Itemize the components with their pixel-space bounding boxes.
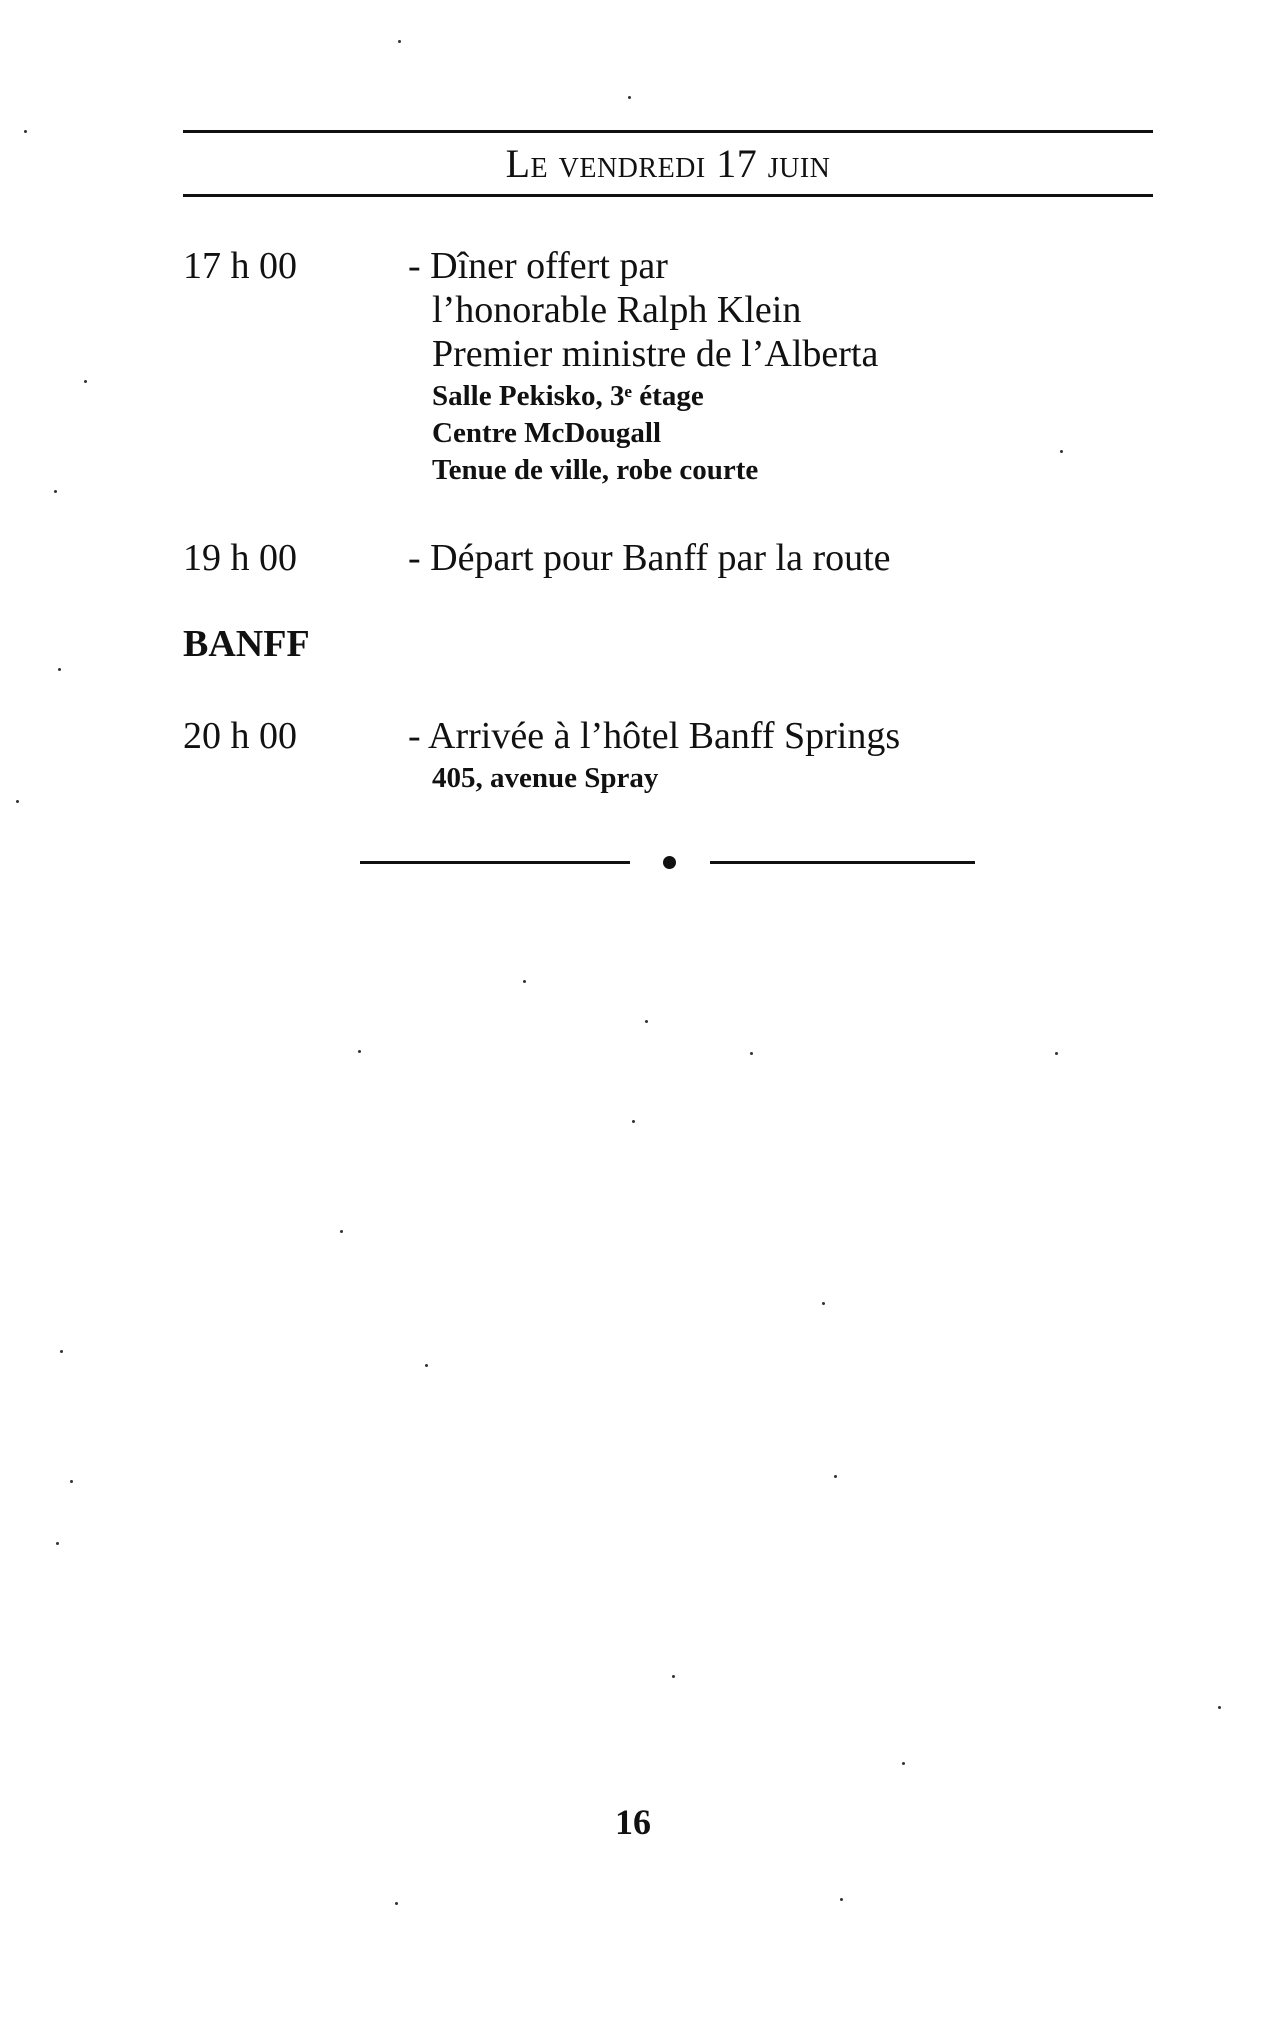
scan-speck xyxy=(58,668,61,671)
scan-speck xyxy=(902,1762,905,1765)
scan-speck xyxy=(395,1902,398,1905)
scan-speck xyxy=(840,1898,843,1901)
scan-speck xyxy=(24,130,27,133)
section-heading: BANFF xyxy=(183,623,310,665)
event-time: 19 h 00 xyxy=(183,537,297,579)
event-detail: Tenue de ville, robe courte xyxy=(432,454,759,486)
page-heading: Le vendredi 17 juin xyxy=(505,141,831,186)
event-line: - Départ pour Banff par la route xyxy=(408,537,891,579)
scan-speck xyxy=(54,490,57,493)
scan-speck xyxy=(84,380,87,383)
scan-speck xyxy=(340,1230,343,1233)
scan-speck xyxy=(1055,1052,1058,1055)
scan-speck xyxy=(523,980,526,983)
scan-speck xyxy=(398,40,401,43)
event-line: l’honorable Ralph Klein xyxy=(432,289,802,331)
header-top-rule xyxy=(183,130,1153,133)
end-ornament xyxy=(360,852,975,872)
scan-speck xyxy=(358,1050,361,1053)
scan-speck xyxy=(628,96,631,99)
page-number: 16 xyxy=(615,1802,651,1842)
event-description xyxy=(408,714,900,797)
scan-speck xyxy=(750,1052,753,1055)
scan-speck xyxy=(56,1542,59,1545)
ornament-dot xyxy=(663,856,676,869)
event-description xyxy=(408,244,878,489)
scan-speck xyxy=(645,1020,648,1023)
event-time: 20 h 00 xyxy=(183,715,297,757)
ornament-line-right xyxy=(710,861,975,864)
event-detail: Centre McDougall xyxy=(432,417,661,449)
event-line: - Dîner offert par xyxy=(408,245,668,287)
scan-speck xyxy=(632,1120,635,1123)
scan-speck xyxy=(425,1364,428,1367)
ornament-line-left xyxy=(360,861,630,864)
scan-speck xyxy=(834,1475,837,1478)
scan-speck xyxy=(70,1480,73,1483)
scan-speck xyxy=(1218,1706,1221,1709)
scan-speck xyxy=(16,800,19,803)
event-line: - Arrivée à l’hôtel Banff Springs xyxy=(408,715,901,757)
scan-speck xyxy=(1060,450,1063,453)
scan-speck xyxy=(822,1302,825,1305)
event-detail: 405, avenue Spray xyxy=(432,762,659,794)
scan-speck xyxy=(672,1675,675,1678)
event-detail: Salle Pekisko, 3ᵉ étage xyxy=(432,380,704,412)
event-description xyxy=(408,536,891,580)
scan-speck xyxy=(60,1350,63,1353)
header-bottom-rule xyxy=(183,194,1153,197)
event-line: Premier ministre de l’Alberta xyxy=(432,333,879,375)
event-time: 17 h 00 xyxy=(183,245,297,287)
